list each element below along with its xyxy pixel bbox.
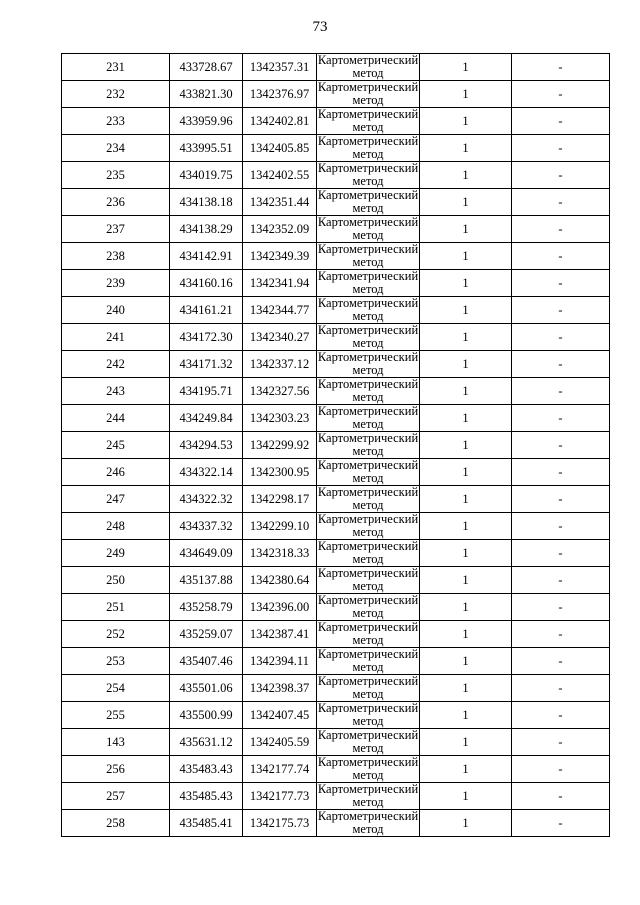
method-cell [317, 702, 420, 729]
x-coordinate-cell: 434322.32 [170, 486, 243, 513]
method-cell [317, 54, 420, 81]
accuracy-flag-cell: 1 [420, 702, 512, 729]
table-row [62, 729, 610, 756]
y-coordinate-cell: 1342327.56 [243, 378, 317, 405]
empty-value-cell: - [512, 405, 610, 432]
method-line-2: метод [352, 66, 384, 80]
y-coordinate-cell: 1342299.10 [243, 513, 317, 540]
accuracy-flag-cell: 1 [420, 513, 512, 540]
point-number-cell: 256 [62, 756, 170, 783]
accuracy-flag-cell: 1 [420, 783, 512, 810]
accuracy-flag-cell: 1 [420, 189, 512, 216]
x-coordinate-cell: 435501.06 [170, 675, 243, 702]
accuracy-flag-cell: 1 [420, 162, 512, 189]
accuracy-flag-cell: 1 [420, 594, 512, 621]
empty-value-cell: - [512, 540, 610, 567]
method-line-1: Картометрический [317, 296, 419, 310]
x-coordinate-cell: 434161.21 [170, 297, 243, 324]
method-line-2: метод [352, 741, 384, 755]
x-coordinate-cell: 434138.29 [170, 216, 243, 243]
accuracy-flag-cell: 1 [420, 216, 512, 243]
accuracy-flag-cell: 1 [420, 54, 512, 81]
table-row [62, 81, 610, 108]
y-coordinate-cell: 1342349.39 [243, 243, 317, 270]
method-cell [317, 486, 420, 513]
accuracy-flag-cell: 1 [420, 810, 512, 837]
table-row [62, 378, 610, 405]
method-line-2: метод [352, 471, 384, 485]
point-number-cell: 254 [62, 675, 170, 702]
empty-value-cell: - [512, 783, 610, 810]
accuracy-flag-cell: 1 [420, 486, 512, 513]
accuracy-flag-cell: 1 [420, 756, 512, 783]
y-coordinate-cell: 1342341.94 [243, 270, 317, 297]
point-number-cell: 242 [62, 351, 170, 378]
x-coordinate-cell: 435137.88 [170, 567, 243, 594]
x-coordinate-cell: 434649.09 [170, 540, 243, 567]
accuracy-flag-cell: 1 [420, 459, 512, 486]
table-row [62, 783, 610, 810]
method-line-2: метод [352, 147, 384, 161]
method-cell [317, 405, 420, 432]
empty-value-cell: - [512, 162, 610, 189]
empty-value-cell: - [512, 378, 610, 405]
empty-value-cell: - [512, 270, 610, 297]
method-line-1: Картометрический [317, 323, 419, 337]
empty-value-cell: - [512, 702, 610, 729]
method-cell [317, 216, 420, 243]
table-row [62, 621, 610, 648]
method-cell [317, 648, 420, 675]
method-line-1: Картометрический [317, 350, 419, 364]
point-number-cell: 243 [62, 378, 170, 405]
empty-value-cell: - [512, 729, 610, 756]
accuracy-flag-cell: 1 [420, 270, 512, 297]
y-coordinate-cell: 1342387.41 [243, 621, 317, 648]
point-number-cell: 232 [62, 81, 170, 108]
method-line-2: метод [352, 714, 384, 728]
method-cell [317, 324, 420, 351]
point-number-cell: 245 [62, 432, 170, 459]
method-line-1: Картометрический [317, 809, 419, 823]
table-row [62, 135, 610, 162]
method-cell [317, 135, 420, 162]
method-cell [317, 81, 420, 108]
x-coordinate-cell: 434195.71 [170, 378, 243, 405]
method-line-2: метод [352, 444, 384, 458]
point-number-cell: 241 [62, 324, 170, 351]
empty-value-cell: - [512, 756, 610, 783]
accuracy-flag-cell: 1 [420, 729, 512, 756]
method-line-2: метод [352, 255, 384, 269]
method-cell [317, 351, 420, 378]
point-number-cell: 238 [62, 243, 170, 270]
point-number-cell: 244 [62, 405, 170, 432]
method-line-1: Картометрический [317, 728, 419, 742]
accuracy-flag-cell: 1 [420, 432, 512, 459]
y-coordinate-cell: 1342405.59 [243, 729, 317, 756]
y-coordinate-cell: 1342396.00 [243, 594, 317, 621]
point-number-cell: 249 [62, 540, 170, 567]
method-line-2: метод [352, 822, 384, 836]
point-number-cell: 257 [62, 783, 170, 810]
method-cell [317, 108, 420, 135]
accuracy-flag-cell: 1 [420, 81, 512, 108]
table-row [62, 756, 610, 783]
method-line-1: Картометрический [317, 674, 419, 688]
x-coordinate-cell: 434337.32 [170, 513, 243, 540]
x-coordinate-cell: 433821.30 [170, 81, 243, 108]
method-line-1: Картометрический [317, 80, 419, 94]
x-coordinate-cell: 434019.75 [170, 162, 243, 189]
empty-value-cell: - [512, 135, 610, 162]
empty-value-cell: - [512, 486, 610, 513]
x-coordinate-cell: 433728.67 [170, 54, 243, 81]
x-coordinate-cell: 433959.96 [170, 108, 243, 135]
accuracy-flag-cell: 1 [420, 675, 512, 702]
x-coordinate-cell: 435407.46 [170, 648, 243, 675]
method-cell [317, 621, 420, 648]
y-coordinate-cell: 1342351.44 [243, 189, 317, 216]
accuracy-flag-cell: 1 [420, 567, 512, 594]
table-row [62, 432, 610, 459]
x-coordinate-cell: 435631.12 [170, 729, 243, 756]
x-coordinate-cell: 434160.16 [170, 270, 243, 297]
method-line-2: метод [352, 498, 384, 512]
y-coordinate-cell: 1342394.11 [243, 648, 317, 675]
method-line-1: Картометрический [317, 107, 419, 121]
point-number-cell: 252 [62, 621, 170, 648]
method-cell [317, 513, 420, 540]
table-row [62, 216, 610, 243]
method-cell [317, 783, 420, 810]
empty-value-cell: - [512, 675, 610, 702]
point-number-cell: 235 [62, 162, 170, 189]
method-line-1: Картометрический [317, 647, 419, 661]
method-cell [317, 297, 420, 324]
point-number-cell: 250 [62, 567, 170, 594]
y-coordinate-cell: 1342352.09 [243, 216, 317, 243]
accuracy-flag-cell: 1 [420, 297, 512, 324]
point-number-cell: 246 [62, 459, 170, 486]
method-line-1: Картометрический [317, 215, 419, 229]
method-line-2: метод [352, 336, 384, 350]
table-row [62, 702, 610, 729]
table-row [62, 324, 610, 351]
y-coordinate-cell: 1342318.33 [243, 540, 317, 567]
method-line-1: Картометрический [317, 512, 419, 526]
method-line-2: метод [352, 201, 384, 215]
table-row [62, 189, 610, 216]
accuracy-flag-cell: 1 [420, 135, 512, 162]
method-line-1: Картометрический [317, 431, 419, 445]
table-row [62, 675, 610, 702]
empty-value-cell: - [512, 513, 610, 540]
point-number-cell: 236 [62, 189, 170, 216]
accuracy-flag-cell: 1 [420, 648, 512, 675]
y-coordinate-cell: 1342376.97 [243, 81, 317, 108]
x-coordinate-cell: 434142.91 [170, 243, 243, 270]
point-number-cell: 258 [62, 810, 170, 837]
empty-value-cell: - [512, 216, 610, 243]
method-line-2: метод [352, 660, 384, 674]
table-row [62, 810, 610, 837]
x-coordinate-cell: 434172.30 [170, 324, 243, 351]
y-coordinate-cell: 1342298.17 [243, 486, 317, 513]
empty-value-cell: - [512, 810, 610, 837]
x-coordinate-cell: 435485.43 [170, 783, 243, 810]
empty-value-cell: - [512, 648, 610, 675]
y-coordinate-cell: 1342177.73 [243, 783, 317, 810]
method-cell [317, 270, 420, 297]
method-cell [317, 243, 420, 270]
point-number-cell: 253 [62, 648, 170, 675]
accuracy-flag-cell: 1 [420, 621, 512, 648]
method-line-2: метод [352, 525, 384, 539]
accuracy-flag-cell: 1 [420, 405, 512, 432]
x-coordinate-cell: 434294.53 [170, 432, 243, 459]
method-line-2: метод [352, 579, 384, 593]
x-coordinate-cell: 434322.14 [170, 459, 243, 486]
method-line-2: метод [352, 228, 384, 242]
method-cell [317, 378, 420, 405]
method-line-1: Картометрический [317, 539, 419, 553]
empty-value-cell: - [512, 432, 610, 459]
method-cell [317, 756, 420, 783]
y-coordinate-cell: 1342303.23 [243, 405, 317, 432]
method-line-1: Картометрический [317, 269, 419, 283]
y-coordinate-cell: 1342407.45 [243, 702, 317, 729]
y-coordinate-cell: 1342380.64 [243, 567, 317, 594]
method-line-1: Картометрический [317, 458, 419, 472]
y-coordinate-cell: 1342357.31 [243, 54, 317, 81]
method-line-2: метод [352, 174, 384, 188]
table-row [62, 594, 610, 621]
table-row [62, 459, 610, 486]
table-row [62, 540, 610, 567]
empty-value-cell: - [512, 243, 610, 270]
table-row [62, 162, 610, 189]
method-line-2: метод [352, 282, 384, 296]
x-coordinate-cell: 433995.51 [170, 135, 243, 162]
accuracy-flag-cell: 1 [420, 324, 512, 351]
method-cell [317, 729, 420, 756]
empty-value-cell: - [512, 567, 610, 594]
accuracy-flag-cell: 1 [420, 108, 512, 135]
table-row [62, 351, 610, 378]
accuracy-flag-cell: 1 [420, 378, 512, 405]
table-row [62, 54, 610, 81]
method-line-1: Картометрический [317, 404, 419, 418]
empty-value-cell: - [512, 54, 610, 81]
method-cell [317, 594, 420, 621]
empty-value-cell: - [512, 108, 610, 135]
table-row [62, 567, 610, 594]
point-number-cell: 143 [62, 729, 170, 756]
table-row [62, 108, 610, 135]
table-row [62, 648, 610, 675]
y-coordinate-cell: 1342299.92 [243, 432, 317, 459]
table-row [62, 405, 610, 432]
x-coordinate-cell: 434249.84 [170, 405, 243, 432]
y-coordinate-cell: 1342402.81 [243, 108, 317, 135]
method-cell [317, 810, 420, 837]
empty-value-cell: - [512, 324, 610, 351]
accuracy-flag-cell: 1 [420, 351, 512, 378]
empty-value-cell: - [512, 351, 610, 378]
y-coordinate-cell: 1342405.85 [243, 135, 317, 162]
method-line-2: метод [352, 93, 384, 107]
x-coordinate-cell: 435485.41 [170, 810, 243, 837]
coordinates-table-body [62, 54, 610, 837]
table-row [62, 513, 610, 540]
method-line-2: метод [352, 363, 384, 377]
y-coordinate-cell: 1342340.27 [243, 324, 317, 351]
point-number-cell: 251 [62, 594, 170, 621]
empty-value-cell: - [512, 594, 610, 621]
empty-value-cell: - [512, 459, 610, 486]
method-line-2: метод [352, 552, 384, 566]
point-number-cell: 248 [62, 513, 170, 540]
x-coordinate-cell: 435258.79 [170, 594, 243, 621]
empty-value-cell: - [512, 81, 610, 108]
method-line-1: Картометрический [317, 134, 419, 148]
point-number-cell: 240 [62, 297, 170, 324]
method-line-2: метод [352, 768, 384, 782]
y-coordinate-cell: 1342177.74 [243, 756, 317, 783]
method-line-1: Картометрический [317, 782, 419, 796]
method-line-1: Картометрический [317, 593, 419, 607]
empty-value-cell: - [512, 621, 610, 648]
y-coordinate-cell: 1342344.77 [243, 297, 317, 324]
method-cell [317, 540, 420, 567]
method-line-1: Картометрический [317, 161, 419, 175]
method-line-1: Картометрический [317, 53, 419, 67]
method-line-2: метод [352, 687, 384, 701]
page-number: 73 [312, 19, 328, 35]
method-line-2: метод [352, 795, 384, 809]
accuracy-flag-cell: 1 [420, 540, 512, 567]
method-line-2: метод [352, 390, 384, 404]
method-cell [317, 189, 420, 216]
point-number-cell: 231 [62, 54, 170, 81]
method-line-1: Картометрический [317, 566, 419, 580]
y-coordinate-cell: 1342175.73 [243, 810, 317, 837]
method-line-1: Картометрический [317, 377, 419, 391]
method-line-1: Картометрический [317, 755, 419, 769]
point-number-cell: 233 [62, 108, 170, 135]
method-cell [317, 162, 420, 189]
point-number-cell: 237 [62, 216, 170, 243]
y-coordinate-cell: 1342300.95 [243, 459, 317, 486]
point-number-cell: 234 [62, 135, 170, 162]
empty-value-cell: - [512, 189, 610, 216]
method-cell [317, 432, 420, 459]
method-cell [317, 459, 420, 486]
method-line-1: Картометрический [317, 485, 419, 499]
method-cell [317, 567, 420, 594]
point-number-cell: 239 [62, 270, 170, 297]
accuracy-flag-cell: 1 [420, 243, 512, 270]
x-coordinate-cell: 434138.18 [170, 189, 243, 216]
method-line-2: метод [352, 309, 384, 323]
point-number-cell: 247 [62, 486, 170, 513]
method-line-2: метод [352, 606, 384, 620]
table-row [62, 486, 610, 513]
method-line-2: метод [352, 417, 384, 431]
x-coordinate-cell: 435259.07 [170, 621, 243, 648]
method-line-2: метод [352, 120, 384, 134]
method-line-1: Картометрический [317, 242, 419, 256]
method-line-1: Картометрический [317, 701, 419, 715]
point-number-cell: 255 [62, 702, 170, 729]
x-coordinate-cell: 435500.99 [170, 702, 243, 729]
method-line-1: Картометрический [317, 188, 419, 202]
x-coordinate-cell: 434171.32 [170, 351, 243, 378]
y-coordinate-cell: 1342398.37 [243, 675, 317, 702]
table-row [62, 270, 610, 297]
x-coordinate-cell: 435483.43 [170, 756, 243, 783]
table-row [62, 243, 610, 270]
y-coordinate-cell: 1342337.12 [243, 351, 317, 378]
coordinates-table [61, 53, 610, 837]
empty-value-cell: - [512, 297, 610, 324]
method-line-1: Картометрический [317, 620, 419, 634]
method-cell [317, 675, 420, 702]
method-line-2: метод [352, 633, 384, 647]
y-coordinate-cell: 1342402.55 [243, 162, 317, 189]
table-row [62, 297, 610, 324]
